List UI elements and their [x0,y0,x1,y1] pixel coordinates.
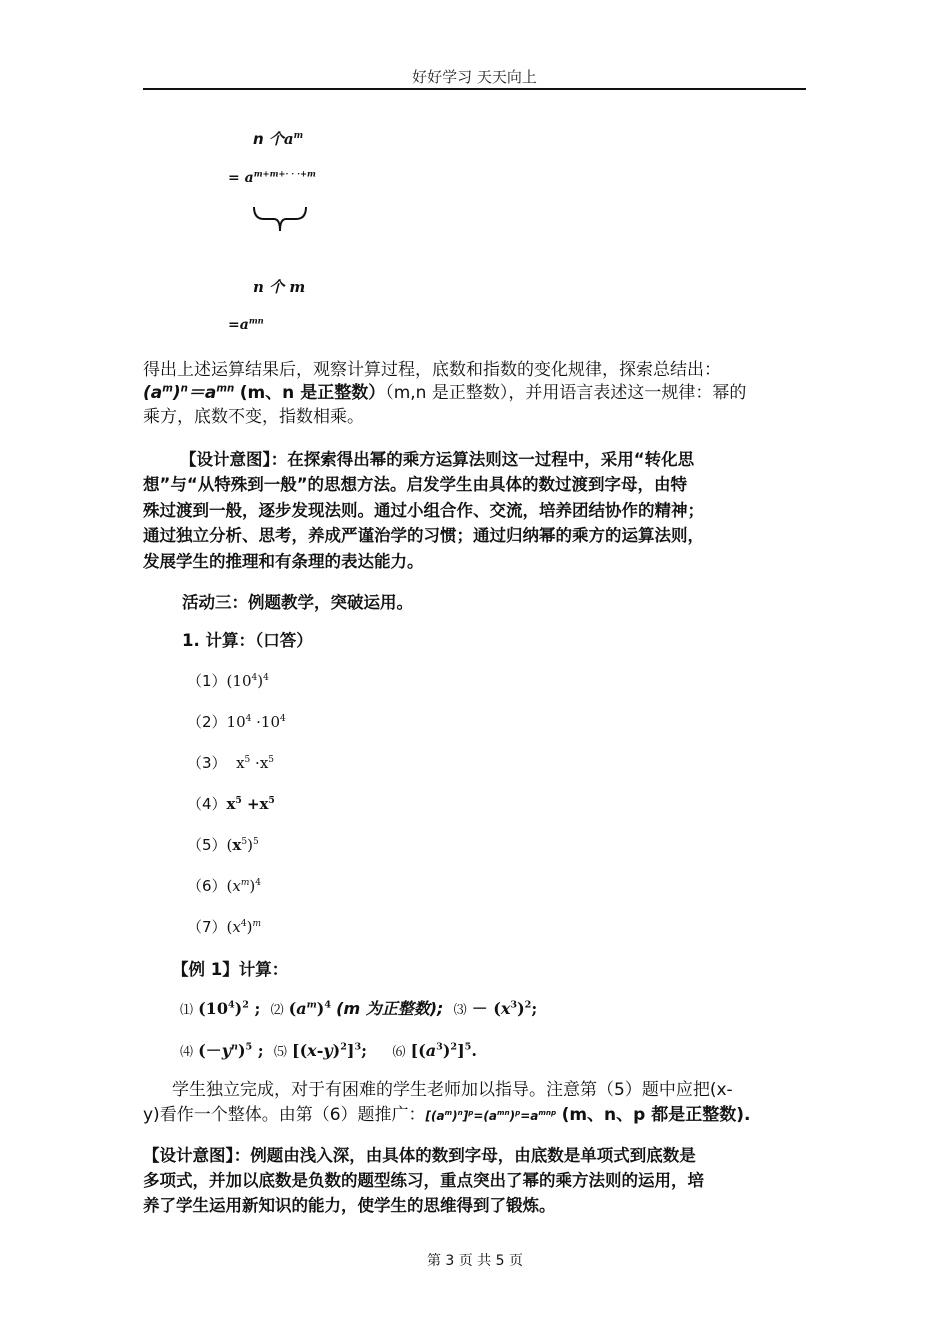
design2-line2: 多项式，并加以底数是负数的题型练习，重点突出了幂的乘方法则的运用，培 [143,1171,704,1190]
example1-title: 【例 1】计算： [172,960,289,979]
para-students-line1: 学生独立完成，对于有困难的学生老师加以指导。注意第（5）题中应把(x- [172,1080,733,1100]
list-item: $(2)10^4 \cdot 10^4$ [187,713,286,731]
eq-sum-exponents: = $a^{m+m+\cdot \cdot \cdot+m}$ [228,168,316,186]
example-row-1: ⑴ $(10^4)^2$ ; ⑵ $(a^m)^4$ (m 为正整数); ⑶ － $(x^3)^2$; [180,999,538,1018]
list-item: $(4)x^5 +x^5$ [187,795,275,813]
eq-mn: $=a^{mn}$ [228,315,264,333]
list-item: $(5)(x^5)^5$ [187,836,259,854]
design2-line1: 【设计意图】：例题由浅入深，由具体的数到字母，由底数是单项式到底数是 [143,1146,696,1165]
header-rule [143,88,806,90]
list-item: $(6)(x^m)^4$ [187,877,262,895]
n-m-label: n 个 m [253,278,306,296]
para-explore-line1: 得出上述运算结果后，观察计算过程，底数和指数的变化规律，探索总结出： [143,360,721,380]
underbrace-icon [250,203,310,237]
list-item: $(1)(10^4)^4$ [187,672,269,690]
page-footer: 第 3 页 共 5 页 [426,1253,524,1269]
list-item: $(7)(x^4)^m$ [187,918,262,936]
list-item: （3） $x^5 \cdot x^5$ [187,754,275,772]
design1-line3: 殊过渡到一般，逐步发现法则。通过小组合作、交流，培养团结协作的精神； [143,501,704,520]
para-students-line2: y)看作一个整体。由第（6）题推广：$[(a^m)^n]^p=(a^{mn})^p=a^{mnp}$ (m、n、p 都是正整数). [143,1105,751,1125]
design1-line5: 发展学生的推理和有条理的表达能力。 [143,552,424,571]
design1-line1: 【设计意图】：在探索得出幂的乘方运算法则这一过程中，采用“转化思 [180,450,695,469]
question1-title: 1. 计算：（口答） [182,631,313,650]
page-header: 好好学习 天天向上 [412,68,537,86]
n-a-label: n 个$a^m$ [253,130,304,148]
design1-line4: 通过独立分析、思考，养成严谨治学的习惯；通过归纳幂的乘方的运算法则， [143,526,704,545]
design2-line3: 养了学生运用新知识的能力，使学生的思维得到了锻炼。 [143,1196,556,1215]
design1-line2: 想”与“从特殊到一般”的思想方法。启发学生由具体的数过渡到字母，由特 [143,475,688,494]
example-row-2: ⑷ $(-y^n)^5$ ; ⑸ $[(x-y)^2]^3$; ⑹ $[(a^3)^2]^5$. [180,1041,477,1060]
activity3-heading: 活动三：例题教学，突破运用。 [182,593,413,612]
para-explore-line3: 乘方，底数不变，指数相乘。 [143,407,364,427]
para-explore-line2: $(a^m)^n=a^{mn}$ (m、n 是正整数）（m,n 是正整数），并用语言表述这一规律：幂的 [143,383,747,403]
